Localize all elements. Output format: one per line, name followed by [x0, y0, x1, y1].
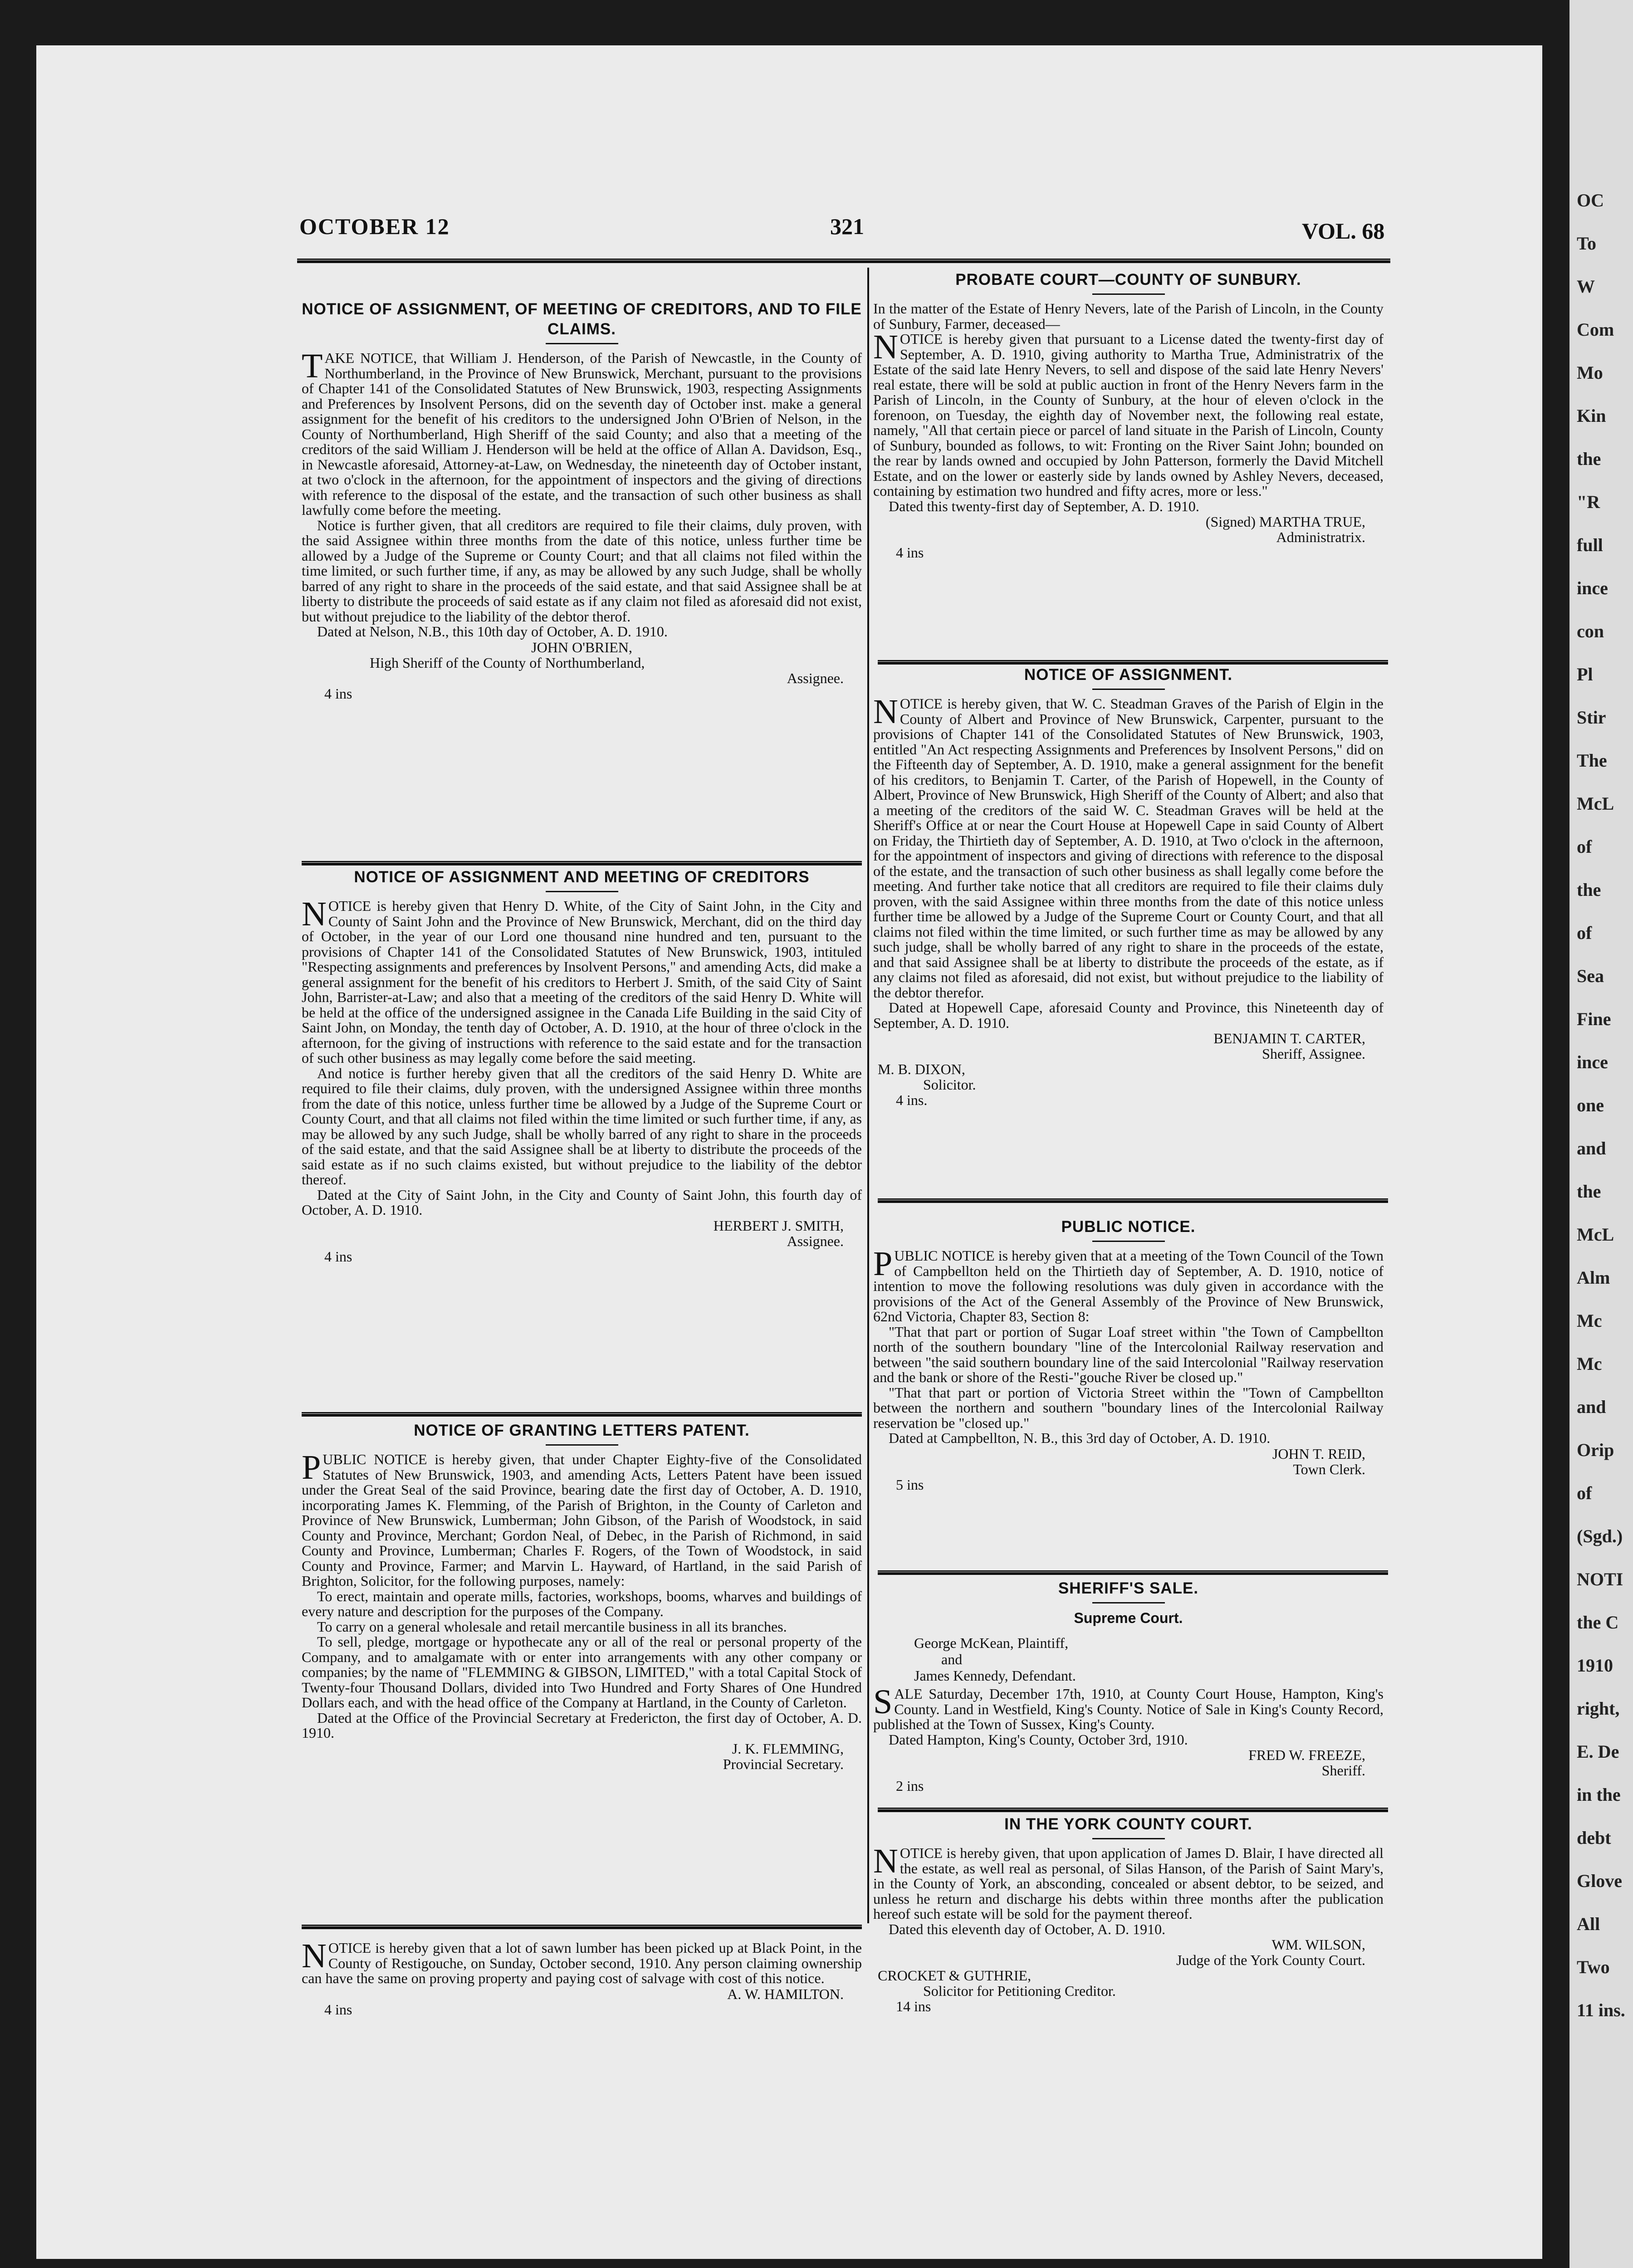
drop-cap-letter: P	[873, 1245, 893, 1283]
notice-paragraph	[302, 895, 862, 1066]
adjacent-page-fragment: Two	[1577, 1957, 1610, 1977]
adjacent-page-fragment: full	[1577, 535, 1603, 555]
signature-line: Town Clerk.	[1293, 1461, 1365, 1477]
notice-paragraph	[873, 1922, 1384, 1937]
paragraph-text: AKE NOTICE, that William J. Henderson, of the Parish of Newcastle, in the County of Northumberland, in the Province of New Brunswick, Merchant, pursuant to the provisions of Chapter 141 of the Consolidated Statutes of New Brunswick, 1903, respecting Assignments and Preferences by Insolvent Persons, did on the seventh day of October inst. make a general assignment for the benefit of his creditors to the undersigned John O'Brien of Nelson, in the County of Northumberland, High Sheriff of the said County; and also that a meeting of the creditors of the said William J. Henderson will be held at the office of Allan A. Davidson, Esq., in Newcastle aforesaid, Attorney-at-Law, on Wednesday, the nineteenth day of October instant, at two o'clock in the afternoon, for the appointment of inspectors and the giving of directions with reference to the disposal of the estate, and the transaction of such other business as shall lawfully come before the meeting.	[302, 350, 862, 518]
notice-body	[873, 301, 1384, 514]
adjacent-page-fragment: NOTI	[1577, 1569, 1623, 1589]
adjacent-page-fragment: Fine	[1577, 1009, 1611, 1029]
notice-signature	[873, 1031, 1384, 1061]
section-rule	[878, 1198, 1388, 1203]
paragraph-text: And notice is further hereby given that all the creditors of the said Henry D. White are required to file their claims, duly proven, with the undersigned Assignee within three months from the date of this notice, unless further time be allowed by a Judge of the Supreme Court or County Court, and that all claims not filed within the time limited or such further time, if any, as may be allowed by any such Judge, shall be wholly barred of any right to share in the proceeds of the said estate, and that the said Assignee shall be at liberty to distribute the proceeds of the said estate as if no such claims existed, but without prejudice to the liability of the debtor thereof.	[302, 1065, 862, 1188]
paragraph-text: To erect, maintain and operate mills, factories, workshops, booms, wharves and buildings of every nature and description for the purposes of the Company.	[302, 1588, 862, 1619]
notice-body	[873, 693, 1384, 1031]
title-underline	[1092, 689, 1165, 690]
section-rule	[878, 660, 1388, 665]
paragraph-text: Dated this eleventh day of October, A. D. 1910.	[889, 1921, 1166, 1937]
notice-paragraph	[302, 347, 862, 518]
paragraph-text: Dated at Campbellton, N. B., this 3rd day of October, A. D. 1910.	[889, 1430, 1271, 1446]
notice-paragraph	[302, 518, 862, 625]
adjacent-page-fragment: E. De	[1577, 1741, 1619, 1762]
case-parties	[914, 1635, 1384, 1684]
notice-title: NOTICE OF ASSIGNMENT, OF MEETING OF CREDITORS, AND TO FILE CLAIMS.	[302, 300, 862, 338]
signature-line: Sheriff.	[1321, 1762, 1365, 1779]
notice-paragraph	[873, 1385, 1384, 1431]
drop-cap-letter: S	[873, 1683, 893, 1721]
header-page-number: 321	[830, 214, 864, 239]
adjacent-page-fragment: one	[1577, 1095, 1604, 1115]
notice-body	[302, 1941, 862, 1986]
title-underline	[546, 343, 618, 344]
drop-cap-letter: N	[302, 1941, 327, 1975]
drop-cap-letter: N	[873, 693, 898, 731]
paragraph-text: OTICE is hereby given, that upon application of James D. Blair, I have directed all the estate, as well real as personal, of Silas Hanson, of the Parish of Saint Mary's, in the County of York, an absconding, concealed or absent debtor, to be seized, and unless he return and discharge his debts within three months after the publication hereof such estate will be sold for the payment thereof.	[873, 1845, 1384, 1922]
adjacent-page-fragment: 11 ins.	[1577, 2000, 1625, 2020]
paragraph-text: Dated Hampton, King's County, October 3rd, 1910.	[889, 1731, 1188, 1748]
notice-body	[302, 895, 862, 1218]
adjacent-page-fragment: Com	[1577, 319, 1614, 340]
adjacent-page-fragment: OC	[1577, 190, 1604, 210]
notice-signature	[873, 1937, 1384, 1968]
adjacent-page-fragment: Mc	[1577, 1354, 1602, 1374]
paragraph-text: OTICE is hereby given that pursuant to a License dated the twenty-first day of September, A. D. 1910, giving authority to Martha True, Administratrix of the Estate of the said late Henry Nevers, to sell and dispose of the said late Henry Nevers' real estate, there will be sold at public auction in front of the Henry Nevers farm in the Parish of Lincoln, in the County of Sunbury, at the hour of eleven o'clock in the forenoon, on Tuesday, the eighth day of November next, the following real estate, namely, "All that certain piece or parcel of land situate in the Parish of Lincoln, County of Sunbury, bounded as follows, to wit: Fronting on the River Saint John; bounded on the rear by lands owned and occupied by John Patterson, formerly the David Mitchell Estate, and on the lower or easterly side by lands owned by Ashley Nevers, deceased, containing by estimation two hundred and fifty acres, more or less."	[873, 331, 1384, 499]
paragraph-text: UBLIC NOTICE is hereby given that at a meeting of the Town Council of the Town of Campbellton held on the Thirtieth day of September, A. D. 1910, notice of intention to move the following resolutions was duly given in accordance with the provisions of the Act of the General Assembly of the Province of New Brunswick, 62nd Victoria, Chapter 83, Section 8:	[873, 1247, 1384, 1325]
section-rule	[302, 1925, 862, 1929]
notice-body	[302, 347, 862, 640]
party-line: George McKean, Plaintiff,	[914, 1635, 1069, 1651]
adjacent-page-fragment: Orip	[1577, 1440, 1614, 1460]
adjacent-page-fragment: Stir	[1577, 707, 1606, 728]
notice-signature	[302, 1986, 862, 2002]
notice-paragraph	[873, 1683, 1384, 1732]
adjacent-page-edge	[1569, 0, 1633, 2268]
paragraph-text: Notice is further given, that all creditors are required to file their claims, duly proven, with the said Assignee within three months from the date of this notice, unless further time be allowed by a Judge of the Supreme or County Court; and that all claims not filed within the time limited, or such further time, if any, as may be allowed by any such Judge, shall be wholly barred of any right to share in the proceeds of the said estate, and that said Assignee shall be at liberty to distribute the proceeds of said estate as if any claim not filed as aforesaid did not exist, but without prejudice to the liability of the debtor therof.	[302, 517, 862, 625]
solicitor-line: Solicitor.	[923, 1076, 976, 1093]
paragraph-text: Dated this twenty-first day of September, A. D. 1910.	[889, 498, 1199, 514]
notice-title: PUBLIC NOTICE.	[1061, 1218, 1196, 1236]
notice-title: NOTICE OF ASSIGNMENT AND MEETING OF CREDITORS	[354, 868, 810, 886]
drop-cap-letter: T	[302, 347, 323, 385]
notice-letters-patent	[302, 1421, 862, 1920]
adjacent-page-fragment: Glove	[1577, 1871, 1622, 1891]
adjacent-page-fragment: the	[1577, 880, 1601, 900]
drop-cap-letter: N	[302, 895, 327, 933]
signature-line: JOHN O'BRIEN,	[531, 639, 632, 655]
paragraph-text: To carry on a general wholesale and retail mercantile business in all its branches.	[317, 1618, 787, 1635]
title-underline	[1092, 1241, 1165, 1242]
signature-line: (Signed) MARTHA TRUE,	[1205, 513, 1365, 530]
signature-line: FRED W. FREEZE,	[1248, 1747, 1365, 1763]
paragraph-text: Dated at Nelson, N.B., this 10th day of October, A. D. 1910.	[317, 623, 668, 640]
notice-paragraph	[873, 1245, 1384, 1325]
adjacent-page-fragment: in the	[1577, 1784, 1621, 1805]
insertion-count: 4 ins	[896, 544, 924, 561]
adjacent-page-fragment: of	[1577, 1483, 1592, 1503]
solicitor-block	[873, 1061, 1384, 1092]
paragraph-text: Dated at the City of Saint John, in the City and County of Saint John, this fourth day of October, A. D. 1910.	[302, 1186, 862, 1218]
column-divider	[867, 268, 869, 1923]
adjacent-page-fragment: debt	[1577, 1828, 1611, 1848]
header-volume: VOL. 68	[1302, 218, 1385, 244]
adjacent-page-fragment: Mo	[1577, 362, 1603, 383]
adjacent-page-fragment: (Sgd.)	[1577, 1526, 1623, 1546]
adjacent-page-fragment: Kin	[1577, 406, 1606, 426]
solicitor-block	[873, 1968, 1384, 1999]
paragraph-text: "That that part or portion of Victoria Street within the "Town of Campbellton between the northern and southern "boundary lines of the Intercolonial Railway reservation be "closed up."	[873, 1384, 1384, 1431]
insertion-count: 4 ins	[324, 1248, 352, 1265]
adjacent-page-fragment: of	[1577, 923, 1592, 943]
notice-assignment-henderson	[302, 299, 862, 857]
section-rule	[878, 1570, 1388, 1575]
adjacent-page-fragment: W	[1577, 276, 1595, 297]
signature-line: High Sheriff of the County of Northumberland,	[370, 654, 645, 671]
notice-paragraph	[873, 1000, 1384, 1031]
notice-signature	[302, 1218, 862, 1249]
adjacent-page-fragment: and	[1577, 1138, 1606, 1158]
drop-cap-letter: P	[302, 1448, 321, 1486]
notice-paragraph	[302, 1619, 862, 1635]
notice-signature	[873, 1747, 1384, 1778]
adjacent-page-fragment: the	[1577, 449, 1601, 469]
adjacent-page-fragment: the C	[1577, 1612, 1619, 1633]
notice-assignment-graves	[873, 665, 1384, 1191]
notice-paragraph	[302, 1589, 862, 1619]
notice-paragraph	[873, 1732, 1384, 1748]
title-underline	[1092, 293, 1165, 295]
paragraph-text: OTICE is hereby given, that W. C. Steadman Graves of the Parish of Elgin in the County of Albert and Province of New Brunswick, Carpenter, pursuant to the provisions of Chapter 141 of the Consolidated Statutes of New Brunswick, 1903, entitled "An Act respecting Assignments and Preferences by Insolvent Persons," did on the Fifteenth day of September, A. D. 1910, make a general assignment for the benefit of his creditors, to Benjamin T. Carter, of the Parish of Hopewell, in the County of Albert, Province of New Brunswick, High Sheriff of the County of Albert; and also that a meeting of the creditors of the said W. C. Steadman Graves will be held at the Sheriff's Office at or near the Court House at Hopewell Cape in said County of Albert on Friday, the Thirtieth day of September, A. D. 1910, at Two o'clock in the afternoon, for the appointment of inspectors and giving of directions with reference to the disposal of the estate, and the transaction of such other business as shall legally come before the meeting. And further take notice that all creditors are required to file their claims duly proven, with the said Assignee within three months from the date of this notice unless further time be allowed by a Judge of the Supreme Court or County Court, and that all claims not filed within the time limited, or such further time as may be allowed by any such judge, shall be wholly barred of any right to share in the proceeds of the estate, and that said Assignee shall be at liberty to distribute the proceeds of the estate, as if any claims not filed as aforesaid, did not exist, but without prejudice to the liability of the debtor therefor.	[873, 695, 1384, 1001]
notice-sheriffs-sale	[873, 1579, 1384, 1805]
party-line: James Kennedy, Defendant.	[914, 1667, 1076, 1684]
paragraph-text: Dated at the Office of the Provincial Secretary at Fredericton, the first day of October, A. D. 1910.	[302, 1709, 862, 1741]
adjacent-page-fragment: Mc	[1577, 1310, 1602, 1331]
adjacent-page-fragment: the	[1577, 1181, 1601, 1202]
notice-title: NOTICE OF ASSIGNMENT.	[1024, 666, 1233, 684]
notice-paragraph	[873, 1325, 1384, 1385]
notice-signature	[302, 640, 862, 686]
adjacent-page-fragment: Pl	[1577, 664, 1593, 684]
adjacent-page-fragment: Sea	[1577, 966, 1604, 986]
notice-paragraph	[302, 1634, 862, 1711]
drop-cap-letter: N	[873, 328, 898, 366]
adjacent-page-fragment: of	[1577, 836, 1592, 857]
notice-paragraph	[873, 1431, 1384, 1446]
adjacent-page-fragment: con	[1577, 621, 1604, 641]
notice-assignment-white	[302, 867, 862, 1402]
solicitor-line: M. B. DIXON,	[878, 1061, 965, 1077]
signature-line: Assignee.	[787, 670, 844, 686]
title-underline	[1092, 1602, 1165, 1603]
insertion-count: 4 ins.	[896, 1092, 928, 1108]
notice-title: IN THE YORK COUNTY COURT.	[1004, 1815, 1252, 1833]
paragraph-text: UBLIC NOTICE is hereby given, that under Chapter Eighty-five of the Consolidated Statutes of New Brunswick, 1903, and amending Acts, Letters Patent have been issued under the Great Seal of the said Province, bearing date the first day of October, A. D. 1910, incorporating James K. Flemming, of the Parish of Brighton, in the County of Carleton and Province of New Brunswick, Lumberman; John Gibson, of the Parish of Woodstock, in said County and Province, Merchant; Gordon Neal, of Debec, in the Parish of Richmond, in said County and Province, Lumberman; Charles F. Rogers, of the Town of Woodstock, in said County and Province, Farmer; and Marvin L. Hayward, of Hartland, in the said Parish of Brighton, Solicitor, for the following purposes, namely:	[302, 1451, 862, 1589]
notice-paragraph	[873, 1842, 1384, 1922]
notice-paragraph	[302, 1711, 862, 1741]
signature-line: Assignee.	[787, 1232, 844, 1249]
signature-line: Sheriff, Assignee.	[1262, 1046, 1365, 1062]
title-underline	[546, 1444, 618, 1446]
signature-line: JOHN T. REID,	[1272, 1445, 1365, 1462]
section-rule	[302, 861, 862, 865]
notice-paragraph	[873, 499, 1384, 514]
notice-paragraph	[302, 1188, 862, 1218]
insertion-count: 4 ins	[324, 685, 352, 702]
notice-signature	[302, 1741, 862, 1772]
notice-signature	[873, 514, 1384, 545]
signature-line: A. W. HAMILTON.	[727, 1985, 844, 2002]
notice-paragraph	[873, 693, 1384, 1001]
signature-line: Judge of the York County Court.	[1176, 1952, 1365, 1968]
paragraph-text: OTICE is hereby given that a lot of sawn lumber has been picked up at Black Point, in the County of Restigouche, on Sunday, October second, 1910. Any person claiming ownership can have the same on proving property and paying cost of salvage with cost of this notice.	[302, 1941, 862, 1986]
title-underline	[1092, 1838, 1165, 1839]
notice-body	[873, 1683, 1384, 1748]
adjacent-page-fragment: McL	[1577, 793, 1614, 814]
notice-title: NOTICE OF GRANTING LETTERS PATENT.	[414, 1422, 750, 1439]
notice-sawn-lumber	[302, 1941, 862, 2022]
insertion-count: 4 ins	[324, 2001, 352, 2018]
paragraph-text: To sell, pledge, mortgage or hypothecate any or all of the real or personal property of the Company, and to amalgamate with or enter into arrangements with any other company or companies; by the name of "FLEMMING & GIBSON, LIMITED," with a total Capital Stock of Twenty-four Thousand Dollars, divided into Two Hundred and Forty Shares of One Hundred Dollars each, and with the head office of the Company at Hartland, in the County of Carleton.	[302, 1633, 862, 1711]
adjacent-page-fragment: and	[1577, 1397, 1606, 1417]
header-date: OCTOBER 12	[299, 214, 450, 239]
notice-paragraph	[302, 1448, 862, 1589]
signature-line: WM. WILSON,	[1271, 1936, 1365, 1953]
paragraph-text: OTICE is hereby given that Henry D. White, of the City of Saint John, in the City and County of Saint John and the Province of New Brunswick, Merchant, did on the third day of October, in the year of our Lord one thousand nine hundred and ten, pursuant to the provisions of Chapter 141 of the Consolidated Statutes of New Brunswick, 1903, intituled "Respecting assignments and preferences by Insolvent Persons," and amending Acts, did make a general assignment for the benefit of his creditors to Herbert J. Smith, of the said City of Saint John, Barrister-at-Law; and also that a meeting of the creditors of the said Henry D. White will be held at the office of the undersigned assignee in the Canada Life Building in the said City of Saint John, on Monday, the tenth day of October, A. D. 1910, at the hour of three o'clock in the afternoon, for the giving of instructions with reference to the said estate and for the transaction of such other business as may legally come before the said meeting.	[302, 898, 862, 1066]
adjacent-page-fragment: right,	[1577, 1698, 1620, 1719]
notice-signature	[873, 1446, 1384, 1477]
insertion-count: 2 ins	[896, 1778, 924, 1794]
notice-title: PROBATE COURT—COUNTY OF SUNBURY.	[955, 271, 1301, 288]
signature-line: Administratrix.	[1276, 529, 1365, 545]
adjacent-page-fragment: To	[1577, 233, 1597, 254]
header-rule	[297, 259, 1390, 263]
notice-subtitle: Supreme Court.	[1074, 1610, 1183, 1626]
notice-paragraph	[873, 328, 1384, 499]
title-underline	[546, 891, 618, 892]
adjacent-page-fragment: "R	[1577, 492, 1600, 512]
notice-body	[302, 1448, 862, 1741]
notice-york-county-court	[873, 1814, 1384, 2019]
notice-title: SHERIFF'S SALE.	[1058, 1579, 1199, 1597]
paragraph-text: Dated at Hopewell Cape, aforesaid County and Province, this Nineteenth day of September, A. D. 1910.	[873, 999, 1384, 1031]
paragraph-text: "That that part or portion of Sugar Loaf street within "the Town of Campbellton north of the southern boundary "line of the Intercolonial Railway reservation and between "the said southern boundary line of the said Intercolonial "Railway reservation and the bank or shore of the Resti-"gouche River be closed up."	[873, 1323, 1384, 1385]
adjacent-page-fragment: ince	[1577, 578, 1608, 598]
adjacent-page-fragment: The	[1577, 750, 1607, 771]
adjacent-page-fragment: Alm	[1577, 1267, 1610, 1288]
signature-line: BENJAMIN T. CARTER,	[1213, 1030, 1365, 1046]
signature-line: Provincial Secretary.	[723, 1755, 844, 1772]
party-line: and	[941, 1651, 963, 1667]
solicitor-line: CROCKET & GUTHRIE,	[878, 1967, 1032, 1984]
notice-paragraph	[302, 624, 862, 640]
signature-line: J. K. FLEMMING,	[732, 1740, 844, 1757]
adjacent-page-fragment: 1910	[1577, 1655, 1613, 1676]
section-rule	[878, 1808, 1388, 1812]
notice-body	[873, 1245, 1384, 1446]
signature-line: HERBERT J. SMITH,	[713, 1217, 844, 1234]
section-rule	[302, 1412, 862, 1417]
adjacent-page-fragment: All	[1577, 1914, 1600, 1934]
insertion-count: 5 ins	[896, 1476, 924, 1493]
adjacent-page-fragment: ince	[1577, 1052, 1608, 1072]
notice-body	[873, 1842, 1384, 1937]
adjacent-page-fragment: McL	[1577, 1224, 1614, 1245]
drop-cap-letter: N	[873, 1842, 898, 1880]
notice-paragraph	[302, 1066, 862, 1188]
notice-public-campbellton	[873, 1217, 1384, 1571]
paragraph-text: ALE Saturday, December 17th, 1910, at County Court House, Hampton, King's County. Land in Westfield, King's County. Notice of Sale in King's County Record, published at the Town of Sussex, King's County.	[873, 1686, 1384, 1732]
solicitor-line: Solicitor for Petitioning Creditor.	[923, 1983, 1116, 1999]
notice-paragraph	[302, 1941, 862, 1986]
notice-intro: In the matter of the Estate of Henry Nevers, late of the Parish of Lincoln, in the County of Sunbury, Farmer, deceased—	[873, 300, 1384, 332]
insertion-count: 14 ins	[896, 1998, 931, 2014]
